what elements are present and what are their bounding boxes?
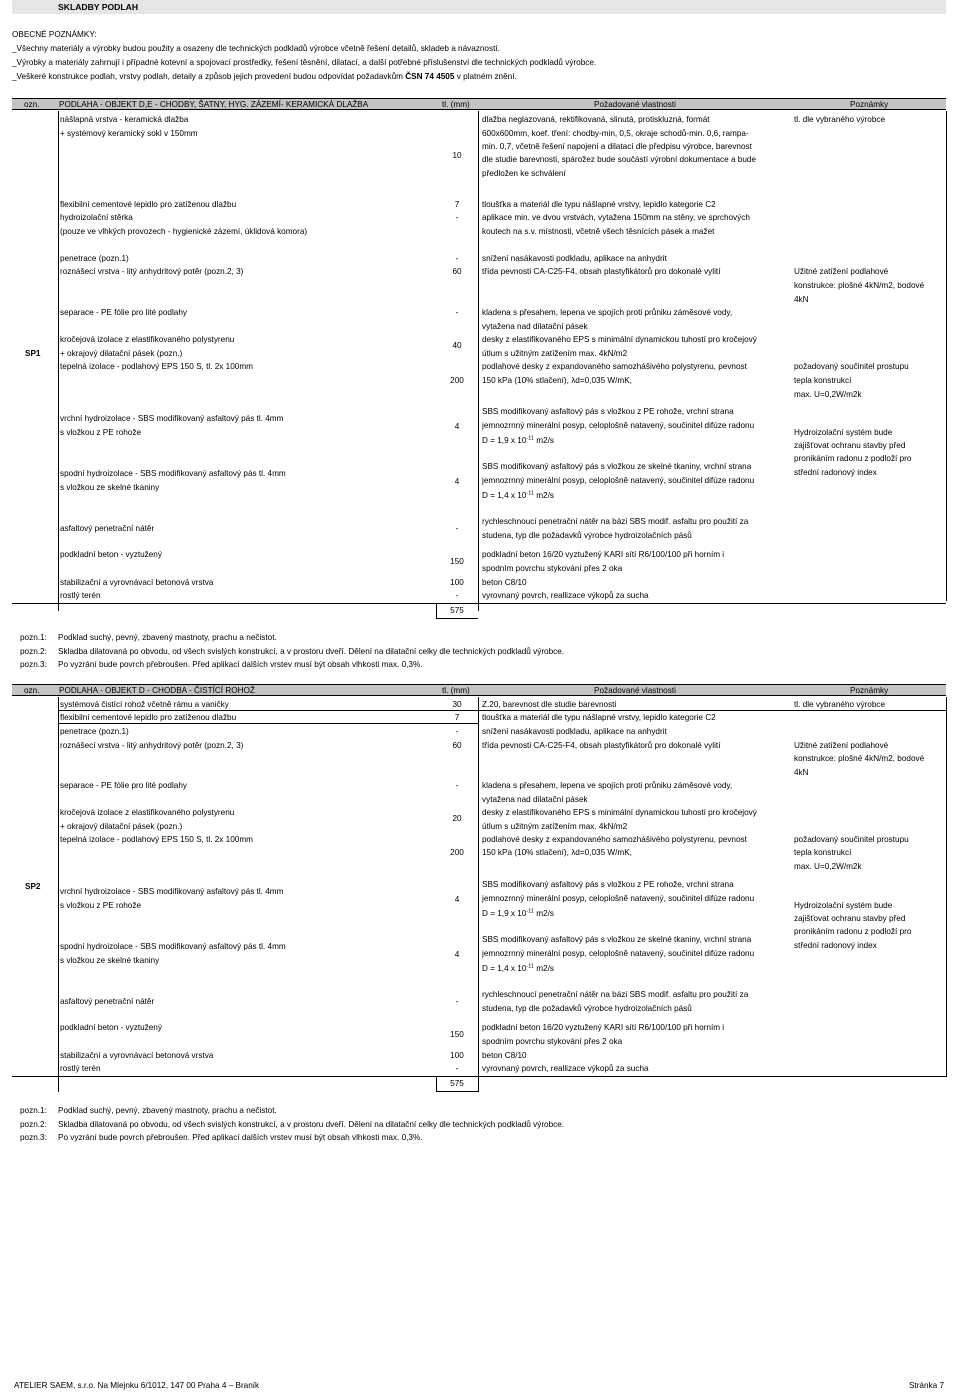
layer-thickness: 100	[450, 578, 464, 587]
layer-properties: podlahové desky z expandovaného samozhášivého polystyrenu, pevnost	[482, 362, 747, 371]
layer-thickness: 150	[450, 1030, 464, 1039]
layer-name: roznášecí vrstva - litý anhydritový potěr (pozn.2, 3)	[60, 741, 244, 750]
layer-properties: spodním povrchu stykování přes 2 oka	[482, 1037, 623, 1046]
layer-thickness: -	[455, 524, 459, 533]
layer-properties: podlahové desky z expandovaného samozhášivého polystyrenu, pevnost	[482, 835, 747, 844]
layer-properties: dle studie barevnosti, spárožez bude součástí výrobní dokumentace a bude	[482, 155, 756, 164]
layer-name: stabilizační a vyrovnávací betonová vrstva	[60, 578, 214, 587]
layer-name: asfaltový penetrační nátěr	[60, 524, 155, 533]
layer-properties: spodním povrchu stykování přes 2 oka	[482, 564, 623, 573]
norm-reference: ČSN 74 4505	[405, 72, 455, 81]
layer-name: flexibilní cementové lepidlo pro zatíženou dlažbu	[60, 713, 237, 722]
layer-properties: 150 kPa (10% stlačení), λd=0,035 W/mK,	[482, 376, 632, 385]
layer-name: s vložkou z PE rohože	[60, 428, 142, 437]
layer-name: + okrajový dilatační pásek (pozn.)	[60, 822, 183, 831]
layer-note: Užitné zatížení podlahové	[794, 267, 889, 276]
layer-name: spodní hydroizolace - SBS modifikovaný asfaltový pás tl. 4mm	[60, 942, 286, 951]
layer-thickness: 200	[450, 848, 464, 857]
layer-name: spodní hydroizolace - SBS modifikovaný asfaltový pás tl. 4mm	[60, 469, 286, 478]
layer-name: podkladní beton - vyztužený	[60, 550, 162, 559]
layer-properties: vyrovnaný povrch, reallizace výkopů za sucha	[482, 591, 649, 600]
layer-name: (pouze ve vlhkých provozech - hygienické zázemí, úklidová komora)	[60, 227, 308, 236]
layer-name: podkladní beton - vyztužený	[60, 1023, 162, 1032]
header-notes: Poznámky	[850, 686, 889, 695]
layer-properties: studena, typ dle požadavků výrobce hydroizolačních pásů	[482, 1004, 692, 1013]
layer-properties: aplikace min. ve dvou vrstvách, vytažena 150mm na stěny, ve sprchových	[482, 213, 750, 222]
layer-name: asfaltový penetrační nátěr	[60, 997, 155, 1006]
note-text: Po vyzrání bude povrch přebroušen. Před aplikací dalších vrstev musí být obsah vlhkosti max. 0,3%.	[58, 1133, 423, 1142]
layer-thickness: 4	[454, 422, 460, 431]
sp1-code: SP1	[25, 349, 41, 358]
layer-name: separace - PE fólie pro lité podlahy	[60, 781, 187, 790]
layer-properties: Z.20, barevnost dle studie barevnosti	[482, 700, 617, 709]
layer-properties: studena, typ dle požadavků výrobce hydroizolačních pásů	[482, 531, 692, 540]
layer-thickness: 200	[450, 376, 464, 385]
layer-thickness: 60	[452, 267, 462, 276]
layer-properties: SBS modifikovaný asfaltový pás s vložkou z PE rohože, vrchní strana	[482, 407, 734, 416]
layer-thickness: -	[455, 591, 459, 600]
layer-name: rostlý terén	[60, 591, 101, 600]
sp2-code: SP2	[25, 882, 41, 891]
layer-name: systémová čistící rohož včetně rámu a vaničky	[60, 700, 229, 709]
layer-thickness: -	[455, 1064, 459, 1073]
note-label: pozn.2:	[20, 1120, 47, 1129]
layer-note: tl. dle vybraného výrobce	[794, 700, 886, 709]
layer-name: s vložkou ze skelné tkaniny	[60, 483, 160, 492]
layer-properties: beton C8/10	[482, 578, 527, 587]
layer-thickness: -	[455, 254, 459, 263]
layer-name: flexibilní cementové lepidlo pro zatíženou dlažbu	[60, 200, 237, 209]
note-text: Skladba dilatovaná po obvodu, od všech svislých konstrukcí, a v prostoru dveří. Dělení na dilatační celky dle technických podkladů výrobce.	[58, 1120, 565, 1129]
layer-note: Užitné zatížení podlahové	[794, 741, 889, 750]
layer-properties: snížení nasákavosti podkladu, aplikace na anhydrit	[482, 254, 667, 263]
layer-properties: třída pevnosti CA-C25-F4, obsah plastyfikátorů pro dokonalé vylití	[482, 267, 721, 276]
layer-name: tepelná izolace - podlahový EPS 150 S, tl. 2x 100mm	[60, 362, 253, 371]
general-notes-heading: OBECNÉ POZNÁMKY:	[12, 30, 97, 39]
layer-thickness: 7	[454, 713, 460, 722]
layer-name: kročejová izolace z elastifikovaného polystyrenu	[60, 335, 235, 344]
layer-note: 4kN	[794, 768, 809, 777]
layer-properties: dlažba neglazovaná, rektifikovaná, slinutá, protiskluzná, formát	[482, 115, 710, 124]
layer-note: zajišťovat ochranu stavby před	[794, 441, 906, 450]
layer-thickness: -	[455, 213, 459, 222]
layer-name: tepelná izolace - podlahový EPS 150 S, tl. 2x 100mm	[60, 835, 253, 844]
layer-name: + okrajový dilatační pásek (pozn.)	[60, 349, 183, 358]
layer-thickness: 40	[452, 341, 462, 350]
note-text: Podklad suchý, pevný, zbavený mastnoty, prachu a nečistot.	[58, 1106, 277, 1115]
layer-properties: podkladní beton 16/20 vyztužený KARI sítí R6/100/100 při horním i	[482, 550, 725, 559]
general-note: _Veškeré konstrukce podlah, vrstvy podlah, detaily a způsob jejich provedení budou odpovídat požadavkům ČSN 74 4505 v platném znění.	[12, 72, 517, 81]
layer-thickness: 4	[454, 895, 460, 904]
layer-name: vrchní hydroizolace - SBS modifikovaný asfaltový pás tl. 4mm	[60, 414, 284, 423]
header-ozn: ozn.	[24, 686, 40, 695]
layer-name: vrchní hydroizolace - SBS modifikovaný asfaltový pás tl. 4mm	[60, 887, 284, 896]
layer-properties: kladena s přesahem, lepena ve spojích proti průniku záměsové vody,	[482, 781, 733, 790]
footer-company: ATELIER SAEM, s.r.o. Na Mlejnku 6/1012, 147 00 Praha 4 – Braník	[14, 1381, 260, 1390]
layer-properties: podkladní beton 16/20 vyztužený KARI sítí R6/100/100 při horním i	[482, 1023, 725, 1032]
layer-properties: vyrovnaný povrch, reallizace výkopů za sucha	[482, 1064, 649, 1073]
sp2-header-title: PODLAHA - OBJEKT D - CHODBA - ČISTÍCÍ ROHOŽ	[59, 686, 255, 695]
layer-properties: 600x600mm, koef. tření: chodby-min, 0,5, okraje schodů-min. 0,6, rampa-	[482, 129, 749, 138]
layer-name: penetrace (pozn.1)	[60, 254, 129, 263]
layer-properties: SBS modifikovaný asfaltový pás s vložkou z PE rohože, vrchní strana	[482, 880, 734, 889]
page-number: Stránka 7	[908, 1381, 944, 1390]
layer-properties: jemnozrnný minerální posyp, celoplošně natavený, součinitel difúze radonu	[482, 949, 755, 958]
layer-thickness: -	[455, 997, 459, 1006]
header-properties: Požadované vlastnosti	[594, 100, 676, 109]
layer-note: tepla konstrukcí	[794, 376, 852, 385]
layer-thickness: -	[455, 727, 459, 736]
note-label: pozn.1:	[20, 633, 47, 642]
layer-name: s vložkou ze skelné tkaniny	[60, 956, 160, 965]
layer-note: tl. dle vybraného výrobce	[794, 115, 886, 124]
layer-name: separace - PE fólie pro lité podlahy	[60, 308, 187, 317]
radon-coefficient: D = 1,4 x $10^{-11}$ m2/s	[482, 490, 554, 500]
total-thickness: 575	[450, 1079, 464, 1088]
layer-note: pronikáním radonu z podloží pro	[794, 454, 912, 463]
radon-coefficient: D = 1,4 x $10^{-11}$ m2/s	[482, 963, 554, 973]
layer-properties: vytažena nad dilatační pásek	[482, 322, 588, 331]
layer-note: Hydroizolační systém bude	[794, 428, 893, 437]
layer-note: požadovaný součinitel prostupu	[794, 835, 909, 844]
layer-note: Hydroizolační systém bude	[794, 901, 893, 910]
layer-properties: tloušťka a materiál dle typu nášlapné vrstvy, lepidlo kategorie C2	[482, 200, 716, 209]
note-label: pozn.1:	[20, 1106, 47, 1115]
layer-properties: rychleschnoucí penetrační nátěr na bázi SBS modif. asfaltu pro použití za	[482, 517, 749, 526]
layer-properties: snížení nasákavosti podkladu, aplikace na anhydrit	[482, 727, 667, 736]
layer-properties: koutech na s.v. místnosti, včetně všech těsnících pásek a mažet	[482, 227, 715, 236]
header-tl: tl. (mm)	[442, 100, 470, 109]
layer-note: střední radonový index	[794, 941, 877, 950]
sp1-header-row	[12, 98, 946, 110]
note-label: pozn.2:	[20, 647, 47, 656]
layer-properties: vytažena nad dilatační pásek	[482, 795, 588, 804]
layer-thickness: 30	[452, 700, 462, 709]
general-note: _Výrobky a materiály zahrnují i případné kotevní a spojovací prostředky, řešení těsnění, dilatací, a další potřebné příslušenství dle technických podkladů výrobce.	[12, 58, 597, 67]
layer-properties: min. 0,7, včetně řešení napojení a dilatací dle předpisu výrobce, barevnost	[482, 142, 752, 151]
layer-properties: kladena s přesahem, lepena ve spojích proti průniku záměsové vody,	[482, 308, 733, 317]
layer-thickness: 100	[450, 1051, 464, 1060]
layer-properties: 150 kPa (10% stlačení), λd=0,035 W/mK,	[482, 848, 632, 857]
note-label: pozn.3:	[20, 660, 47, 669]
layer-name: nášlapná vrstva - keramická dlažba	[60, 115, 189, 124]
sp1-header-title: PODLAHA - OBJEKT D,E - CHODBY, ŠATNY, HYG. ZÁZEMÍ- KERAMICKÁ DLAŽBA	[59, 100, 369, 109]
note-label: pozn.3:	[20, 1133, 47, 1142]
layer-thickness: 10	[452, 151, 462, 160]
layer-name: roznášecí vrstva - litý anhydritový potěr (pozn.2, 3)	[60, 267, 244, 276]
layer-note: max. U=0,2W/m2k	[794, 862, 862, 871]
layer-note: střední radonový index	[794, 468, 877, 477]
layer-note: konstrukce: plošné 4kN/m2, bodové	[794, 281, 925, 290]
layer-properties: předložen ke schválení	[482, 169, 566, 178]
layer-properties: tloušťka a materiál dle typu nášlapné vrstvy, lepidlo kategorie C2	[482, 713, 716, 722]
layer-thickness: -	[455, 308, 459, 317]
layer-properties: útlum s užitným zatížením max. 4kN/m2	[482, 822, 628, 831]
page-title: SKLADBY PODLAH	[58, 2, 139, 12]
header-tl: tl. (mm)	[442, 686, 470, 695]
layer-properties: SBS modifikovaný asfaltový pás s vložkou ze skelné tkaniny, vrchní strana	[482, 935, 752, 944]
layer-note: max. U=0,2W/m2k	[794, 390, 862, 399]
layer-name: + systémový keramický sokl v 150mm	[60, 129, 198, 138]
layer-note: 4kN	[794, 295, 809, 304]
note-text: Po vyzrání bude povrch přebroušen. Před aplikací dalších vrstev musí být obsah vlhkosti max. 0,3%.	[58, 660, 423, 669]
header-properties: Požadované vlastnosti	[594, 686, 676, 695]
layer-properties: desky z elastifikovaného EPS s minimální dynamickou tuhostí pro kročejový	[482, 808, 757, 817]
layer-thickness: 150	[450, 557, 464, 566]
layer-properties: útlum s užitným zatížením max. 4kN/m2	[482, 349, 628, 358]
layer-note: tepla konstrukcí	[794, 848, 852, 857]
layer-name: s vložkou z PE rohože	[60, 901, 142, 910]
layer-properties: jemnozrnný minerální posyp, celoplošně natavený, součinitel difúze radonu	[482, 476, 755, 485]
radon-coefficient: D = 1,9 x $10^{-11}$ m2/s	[482, 908, 554, 918]
general-note: _Všechny materiály a výrobky budou použity a osazeny dle technických podkladů výrobce včetně řešení detailů, skladeb a návazností.	[12, 44, 500, 53]
layer-name: rostlý terén	[60, 1064, 101, 1073]
layer-note: požadovaný součinitel prostupu	[794, 362, 909, 371]
title-bar	[12, 0, 946, 14]
note-text: Skladba dilatovaná po obvodu, od všech svislých konstrukcí, a v prostoru dveří. Dělení na dilatační celky dle technických podkladů výrobce.	[58, 647, 565, 656]
layer-thickness: -	[455, 781, 459, 790]
layer-note: pronikáním radonu z podloží pro	[794, 927, 912, 936]
layer-thickness: 20	[452, 814, 462, 823]
header-ozn: ozn.	[24, 100, 40, 109]
layer-name: penetrace (pozn.1)	[60, 727, 129, 736]
layer-name: kročejová izolace z elastifikovaného polystyrenu	[60, 808, 235, 817]
layer-thickness: 7	[454, 200, 460, 209]
layer-thickness: 4	[454, 477, 460, 486]
sp2-header-row	[12, 684, 946, 696]
layer-name: stabilizační a vyrovnávací betonová vrstva	[60, 1051, 214, 1060]
layer-properties: jemnozrnný minerální posyp, celoplošně natavený, součinitel difúze radonu	[482, 894, 755, 903]
layer-name: hydroizolační stěrka	[60, 213, 133, 222]
layer-properties: rychleschnoucí penetrační nátěr na bázi SBS modif. asfaltu pro použití za	[482, 990, 749, 999]
layer-note: konstrukce: plošné 4kN/m2, bodové	[794, 754, 925, 763]
radon-coefficient: D = 1,9 x $10^{-11}$ m2/s	[482, 435, 554, 445]
header-notes: Poznámky	[850, 100, 889, 109]
note-text: Podklad suchý, pevný, zbavený mastnoty, prachu a nečistot.	[58, 633, 277, 642]
layer-properties: desky z elastifikovaného EPS s minimální dynamickou tuhostí pro kročejový	[482, 335, 757, 344]
layer-properties: třída pevnosti CA-C25-F4, obsah plastyfikátorů pro dokonalé vylití	[482, 741, 721, 750]
layer-properties: jemnozrnný minerální posyp, celoplošně natavený, součinitel difúze radonu	[482, 421, 755, 430]
layer-thickness: 4	[454, 950, 460, 959]
total-thickness: 575	[450, 606, 464, 615]
layer-properties: beton C8/10	[482, 1051, 527, 1060]
layer-thickness: 60	[452, 741, 462, 750]
layer-note: zajišťovat ochranu stavby před	[794, 914, 906, 923]
layer-properties: SBS modifikovaný asfaltový pás s vložkou ze skelné tkaniny, vrchní strana	[482, 462, 752, 471]
